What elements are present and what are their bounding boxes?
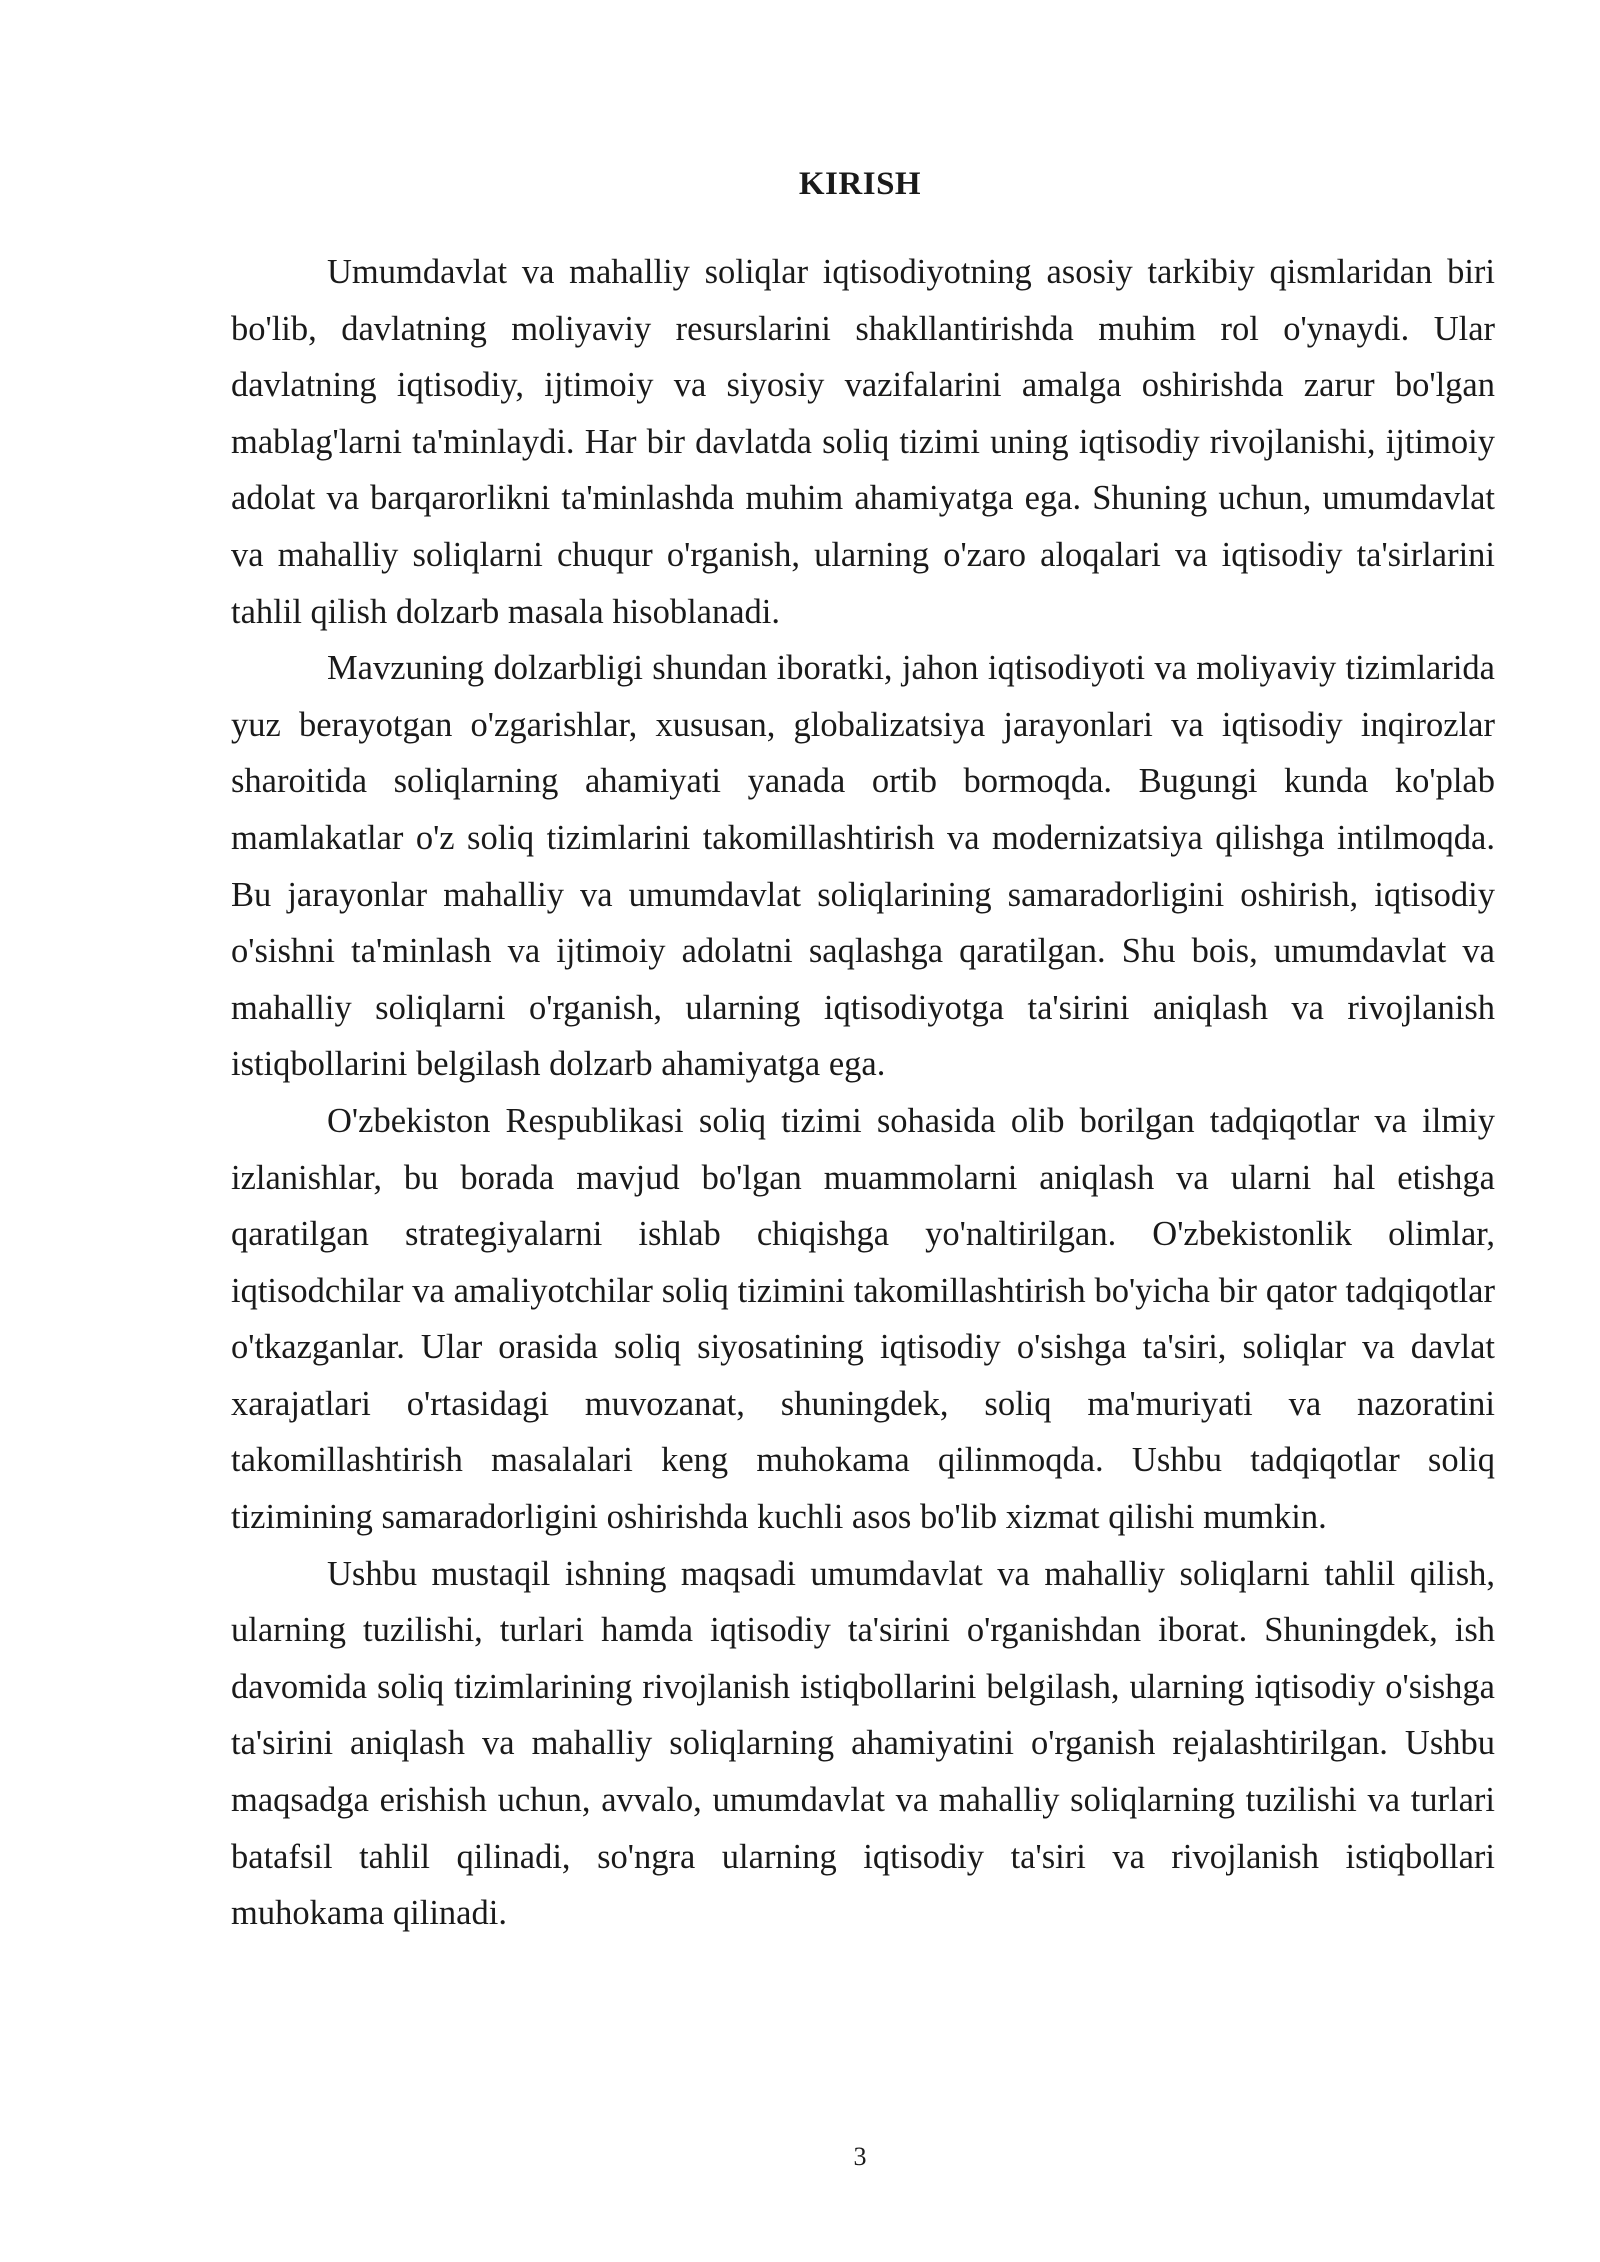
paragraph-3: O'zbekiston Respublikasi soliq tizimi sohasida olib borilgan tadqiqotlar va ilmiy izlanishlar, bu borada mavjud bo'lgan muammolarni aniqlash va ularni hal etishga qaratilgan strategiyalarni ishlab chiqishga yo'naltirilgan. O'zbekistonlik olimlar, iqtisodchilar va amaliyotchilar soliq tizimini takomillashtirish bo'yicha bir qator tadqiqotlar o'tkazganlar. Ular orasida soliq siyosatining iqtisodiy o'sishga ta'siri, soliqlar va davlat xarajatlari o'rtasidagi muvozanat, shuningdek, soliq ma'muriyati va nazoratini takomillashtirish masalalari keng muhokama qilinmoqda. Ushbu tadqiqotlar soliq tizimining samaradorligini oshirishda kuchli asos bo'lib xizmat qilishi mumkin. (231, 1101, 1495, 1537)
paragraph-1: Umumdavlat va mahalliy soliqlar iqtisodiyotning asosiy tarkibiy qismlaridan biri bo'lib, davlatning moliyaviy resurslarini shakllantirishda muhim rol o'ynaydi. Ular davlatning iqtisodiy, ijtimoiy va siyosiy vazifalarini amalga oshirishda zarur bo'lgan mablag'larni ta'minlaydi. Har bir davlatda soliq tizimi uning iqtisodiy rivojlanishi, ijtimoiy adolat va barqarorlikni ta'minlashda muhim ahamiyatga ega. Shuning uchun, umumdavlat va mahalliy soliqlarni chuqur o'rganish, ularning o'zaro aloqalari va iqtisodiy ta'sirlarini tahlil qilish dolzarb masala hisoblanadi. (231, 253, 1495, 631)
page-title: KIRISH (798, 166, 922, 202)
page-number: 3 (853, 2142, 867, 2171)
paragraph-4: Ushbu mustaqil ishning maqsadi umumdavlat va mahalliy soliqlarni tahlil qilish, ularning tuzilishi, turlari hamda iqtisodiy ta'sirini o'rganishdan iborat. Shuningdek, ish davomida soliq tizimlarining rivojlanish istiqbollarini belgilash, ularning iqtisodiy o'sishga ta'sirini aniqlash va mahalliy soliqlarning ahamiyatini o'rganish rejalashtirilgan. Ushbu maqsadga erishish uchun, avvalo, umumdavlat va mahalliy soliqlarning tuzilishi va turlari batafsil tahlil qilinadi, so'ngra ularning iqtisodiy ta'siri va rivojlanish istiqbollari muhokama qilinadi. (231, 1554, 1495, 1933)
document-body (231, 244, 1495, 1942)
paragraph-2: Mavzuning dolzarbligi shundan iboratki, jahon iqtisodiyoti va moliyaviy tizimlarida yuz berayotgan o'zgarishlar, xususan, globalizatsiya jarayonlari va iqtisodiy inqirozlar sharoitida soliqlarning ahamiyati yanada ortib bormoqda. Bugungi kunda ko'plab mamlakatlar o'z soliq tizimlarini takomillashtirish va modernizatsiya qilishga intilmoqda. Bu jarayonlar mahalliy va umumdavlat soliqlarining samaradorligini oshirish, iqtisodiy o'sishni ta'minlash va ijtimoiy adolatni saqlashga qaratilgan. Shu bois, umumdavlat va mahalliy soliqlarni o'rganish, ularning iqtisodiyotga ta'sirini aniqlash va rivojlanish istiqbollarini belgilash dolzarb ahamiyatga ega. (231, 649, 1495, 1084)
